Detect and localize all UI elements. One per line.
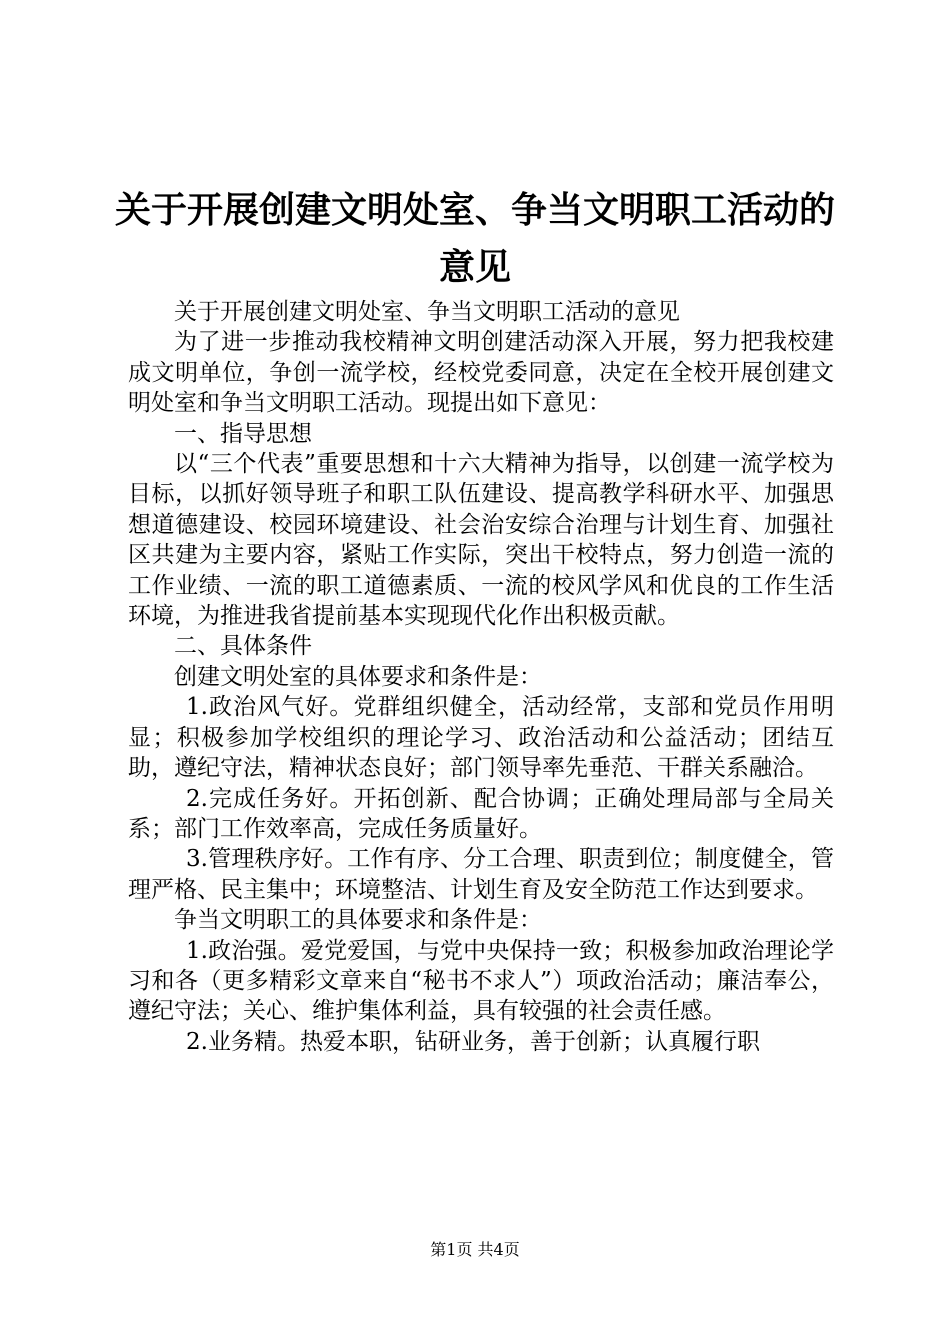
body-paragraph-guiding-thought: 以“三个代表”重要思想和十六大精神为指导，以创建一流学校为目标，以抓好领导班子和职工队伍建设、提高教学科研水平、加强思想道德建设、校园环境建设、社会治安综合治理与计划生育、加强社区共建为主要内容，紧贴工作实际，突出干校特点，努力创造一流的工作业绩、一流的职工道德素质、一流的校风学风和优良的工作生活环境，为推进我省提前基本实现现代化作出积极贡献。 xyxy=(128,451,834,630)
list-item-staff-1: 1.政治强。爱党爱国，与党中央保持一致；积极参加政治理论学习和各（更多精彩文章来自“秘书不求人”）项政治活动；廉洁奉公，遵纪守法；关心、维护集体利益，具有较强的社会责任感。 xyxy=(128,937,834,1025)
document-title-line-1: 关于开展创建文明处室、争当文明职工活动的 xyxy=(114,189,835,231)
document-body xyxy=(128,297,834,1057)
body-paragraph-subtitle: 关于开展创建文明处室、争当文明职工活动的意见 xyxy=(174,299,680,325)
document-title-line-2: 意见 xyxy=(438,246,511,288)
section-heading-conditions: 二、具体条件 xyxy=(174,633,312,660)
list-item-office-1: 1.政治风气好。党群组织健全，活动经常，支部和党员作用明显；积极参加学校组织的理论学习、政治活动和公益活动；团结互助，遵纪守法，精神状态良好；部门领导率先垂范、干群关系融洽。 xyxy=(128,694,834,782)
list-item-office-3: 3.管理秩序好。工作有序、分工合理、职责到位；制度健全，管理严格、民主集中；环境整洁、计划生育及安全防范工作达到要求。 xyxy=(128,846,834,903)
list-item-staff-2: 2.业务精。热爱本职，钻研业务，善于创新；认真履行职 xyxy=(186,1028,760,1055)
page-number-footer: 第1页 共4页 xyxy=(430,1240,520,1259)
body-paragraph-staff-requirements: 争当文明职工的具体要求和条件是： xyxy=(174,907,542,934)
body-paragraph-intro: 为了进一步推动我校精神文明创建活动深入开展，努力把我校建成文明单位，争创一流学校，经校党委同意，决定在全校开展创建文明处室和争当文明职工活动。现提出如下意见： xyxy=(128,329,834,417)
body-paragraph-office-requirements: 创建文明处室的具体要求和条件是： xyxy=(174,663,542,690)
list-item-office-2: 2.完成任务好。开拓创新、配合协调；正确处理局部与全局关系；部门工作效率高，完成任务质量好。 xyxy=(128,785,834,842)
section-heading-guiding-thought: 一、指导思想 xyxy=(174,420,312,447)
